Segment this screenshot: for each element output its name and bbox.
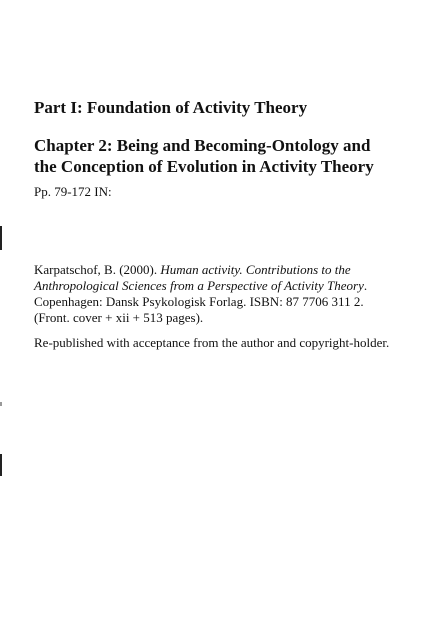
page-range: Pp. 79-172 IN: [34, 184, 112, 199]
part-title: Part I: Foundation of Activity Theory [34, 98, 308, 117]
citation-block [34, 262, 394, 326]
scan-edge-mark [0, 402, 2, 406]
chapter-title: Chapter 2: Being and Becoming-Ontology and the Conception of Evolution in Activity Theory [34, 136, 374, 176]
citation-reference [34, 262, 394, 294]
citation-title-period: . [363, 278, 368, 293]
scan-edge-mark [0, 454, 2, 476]
citation-publisher: Copenhagen: Dansk Psykologisk Forlag. ISBN: 87 7706 311 2. [34, 294, 364, 309]
citation-extent: (Front. cover + xii + 513 pages). [34, 310, 204, 325]
republish-note: Re-published with acceptance from the author and copyright-holder. [34, 335, 390, 350]
citation-book-title: Human activity. Contributions to the Anthropological Sciences from a Perspective of Activity Theory [34, 262, 364, 293]
citation-authors-year: Karpatschof, B. (2000). [34, 262, 161, 277]
republish-note-block [34, 335, 394, 351]
scan-edge-mark [0, 226, 2, 250]
